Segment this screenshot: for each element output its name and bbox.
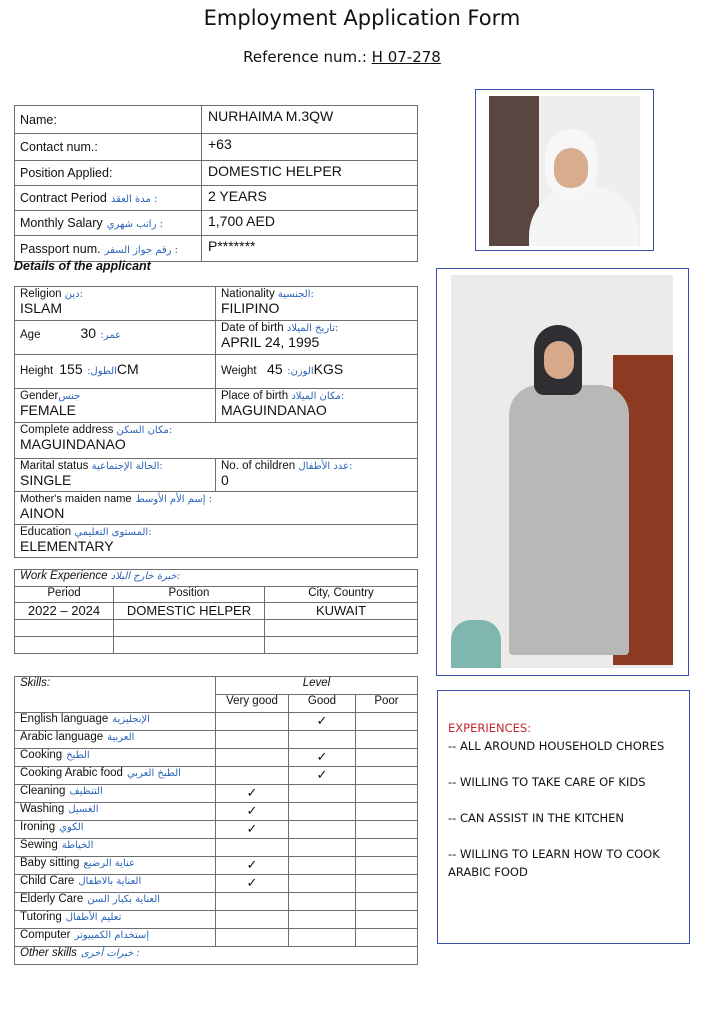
face-shape (544, 341, 574, 379)
reference-line (0, 48, 684, 66)
checkmark-icon: ✓ (316, 767, 328, 782)
skill-level-poor (356, 785, 418, 803)
skill-level-good (289, 893, 356, 911)
skill-name-cell (15, 803, 216, 821)
work-empty-cell (114, 637, 265, 654)
skill-name-ar: إستخدام الكمبيوتر (74, 930, 150, 941)
info-value: 2 YEARS (208, 188, 267, 204)
info-value: P******* (208, 238, 256, 254)
skill-row (15, 785, 418, 803)
skill-level-very-good (216, 893, 289, 911)
nationality-ar: الجنسية: (277, 289, 314, 300)
skill-name-ar: الخياطة (61, 840, 94, 851)
skill-row (15, 911, 418, 929)
weight-value: 45KGS (267, 361, 344, 377)
info-label-cell (15, 106, 202, 134)
skill-level-poor (356, 803, 418, 821)
work-period: 2022 – 2024 (15, 603, 114, 620)
other-skills-label: Other skills (20, 947, 77, 959)
skill-name-cell (15, 839, 216, 857)
skill-level-good (289, 785, 356, 803)
fabric-shape (451, 620, 501, 668)
experiences-content (448, 719, 682, 881)
mother-value: AINON (20, 505, 65, 521)
skill-name-ar: الكوي (59, 822, 84, 833)
religion-cell (15, 287, 216, 321)
skill-name-cell (15, 821, 216, 839)
skill-name-ar: العربية (107, 732, 135, 743)
dob-cell (216, 321, 418, 355)
skill-name: Elderly Care (20, 893, 84, 905)
info-value: DOMESTIC HELPER (208, 163, 342, 179)
experience-item: -- ALL AROUND HOUSEHOLD CHORES (448, 739, 665, 753)
info-label: Position Applied: (20, 166, 113, 180)
info-row (15, 186, 418, 211)
age-value: 30 (80, 325, 97, 341)
reference-number: H 07-278 (371, 48, 441, 66)
skill-name: English language (20, 713, 109, 725)
skill-name: Arabic language (20, 731, 104, 743)
skill-level-good (289, 767, 356, 785)
info-value-cell (202, 106, 418, 134)
info-label-cell (15, 236, 202, 262)
mother-ar: إسم الأم الأوسط : (135, 494, 213, 505)
skill-level-poor (356, 857, 418, 875)
skill-name-cell (15, 785, 216, 803)
nationality-value: FILIPINO (221, 300, 280, 316)
education-cell (15, 525, 418, 558)
skills-table (14, 676, 418, 965)
skill-level-good (289, 857, 356, 875)
skill-name-cell (15, 767, 216, 785)
form-title: Employment Application Form (203, 6, 521, 30)
coat-shape (509, 385, 629, 655)
marital-ar: الحالة الإجتماعية: (91, 461, 163, 472)
mother-label: Mother's maiden name (20, 493, 132, 505)
skill-row (15, 749, 418, 767)
religion-label: Religion (20, 288, 62, 300)
skill-name-cell (15, 893, 216, 911)
face-shape (554, 148, 588, 188)
skill-level-poor (356, 893, 418, 911)
work-heading-cell (15, 570, 418, 587)
skill-level-very-good (216, 785, 289, 803)
mother-cell (15, 492, 418, 525)
work-heading: Work Experience (20, 570, 108, 582)
reference-label: Reference num.: (243, 48, 367, 66)
gender-cell (15, 389, 216, 423)
experience-item: -- CAN ASSIST IN THE KITCHEN (448, 811, 625, 825)
skill-level-good (289, 713, 356, 731)
skill-level-very-good (216, 731, 289, 749)
skill-row (15, 875, 418, 893)
skill-level-poor (356, 731, 418, 749)
children-cell (216, 459, 418, 492)
skill-name: Baby sitting (20, 857, 80, 869)
skill-name: Computer (20, 929, 71, 941)
other-skills-ar: خبرات أخرى : (80, 948, 140, 959)
other-skills-cell (15, 947, 418, 965)
skill-level-very-good (216, 749, 289, 767)
work-heading-ar: خبرة خارج البلاد: (110, 571, 181, 582)
dob-label: Date of birth (221, 322, 284, 334)
pob-ar: مكان الميلاد: (291, 391, 345, 402)
work-city: KUWAIT (265, 603, 418, 620)
age-ar: عمر: (100, 330, 122, 341)
work-position: DOMESTIC HELPER (114, 603, 265, 620)
skill-name-ar: الإنجليزية (112, 714, 150, 725)
weight-label: Weight (221, 365, 257, 377)
skill-level-very-good (216, 929, 289, 947)
address-cell (15, 423, 418, 459)
applicant-details-table (14, 286, 418, 558)
skill-name-cell (15, 857, 216, 875)
col-period: Period (15, 587, 114, 603)
nationality-label: Nationality (221, 288, 275, 300)
info-value-cell (202, 211, 418, 236)
skill-level-good (289, 821, 356, 839)
info-value: 1,700 AED (208, 213, 275, 229)
skill-row (15, 731, 418, 749)
age-cell (15, 321, 216, 355)
portrait-photo-frame (475, 89, 654, 251)
skill-level-good (289, 839, 356, 857)
skill-level-poor (356, 821, 418, 839)
skill-level-good (289, 803, 356, 821)
work-experience-table (14, 569, 418, 654)
col-city: City, Country (265, 587, 418, 603)
skill-name: Cleaning (20, 785, 66, 797)
work-empty-cell (15, 620, 114, 637)
skill-name: Cooking Arabic food (20, 767, 123, 779)
skill-level-very-good (216, 767, 289, 785)
skill-level-very-good (216, 839, 289, 857)
info-value: NURHAIMA M.3QW (208, 108, 334, 124)
skill-name-cell (15, 749, 216, 767)
col-good: Good (289, 695, 356, 713)
skill-name-ar: عناية الرضيع (83, 858, 135, 869)
pob-value: MAGUINDANAO (221, 402, 327, 418)
skill-level-good (289, 911, 356, 929)
skill-row (15, 893, 418, 911)
info-label-cell (15, 134, 202, 161)
address-ar: مكان السكن: (116, 425, 173, 436)
skill-level-very-good (216, 803, 289, 821)
skill-level-very-good (216, 713, 289, 731)
dob-value: APRIL 24, 1995 (221, 334, 320, 350)
skill-name-ar: العناية بكبار السن (87, 894, 161, 905)
children-value: 0 (221, 472, 229, 488)
gender-label: Gender (20, 390, 59, 402)
other-skills-row (15, 947, 418, 965)
info-label-ar: مدة العقد : (110, 194, 158, 205)
skill-name: Ironing (20, 821, 56, 833)
skill-row (15, 857, 418, 875)
skill-level-very-good (216, 875, 289, 893)
checkmark-icon: ✓ (246, 803, 258, 818)
full-body-photo (451, 275, 673, 668)
skill-name: Cooking (20, 749, 63, 761)
full-body-photo-frame (436, 268, 689, 676)
education-label: Education (20, 526, 72, 538)
personal-info-table (14, 105, 418, 262)
skill-level-poor (356, 767, 418, 785)
level-heading: Level (216, 677, 418, 695)
skill-name-ar: العناية بالاطفال (78, 876, 142, 887)
address-value: MAGUINDANAO (20, 436, 126, 452)
info-row (15, 161, 418, 186)
skill-level-very-good (216, 821, 289, 839)
skill-row (15, 803, 418, 821)
info-label: Contact num.: (20, 140, 98, 154)
age-label: Age (20, 329, 41, 341)
skill-name: Tutoring (20, 911, 62, 923)
religion-ar: دين: (64, 289, 83, 300)
info-value-cell (202, 186, 418, 211)
dob-ar: تاريخ الميلاد: (286, 323, 339, 334)
gender-ar: جنس (58, 391, 81, 402)
details-heading: Details of the applicant (14, 259, 151, 273)
children-ar: عدد الأطفال: (298, 461, 353, 472)
skill-name-cell (15, 911, 216, 929)
skill-level-good (289, 929, 356, 947)
info-value: +63 (208, 136, 232, 152)
skill-name-cell (15, 875, 216, 893)
experiences-box (437, 690, 690, 944)
info-label: Monthly Salary (20, 216, 103, 230)
col-very-good: Very good (216, 695, 289, 713)
skill-row (15, 839, 418, 857)
pob-label: Place of birth (221, 390, 289, 402)
experiences-heading: EXPERIENCES: (448, 721, 532, 735)
info-row (15, 211, 418, 236)
skill-name: Sewing (20, 839, 58, 851)
gender-value: FEMALE (20, 402, 77, 418)
portrait-photo (489, 96, 640, 246)
height-value: 155CM (59, 361, 139, 377)
skill-name-ar: الطبخ (66, 750, 90, 761)
checkmark-icon: ✓ (246, 875, 258, 890)
marital-value: SINGLE (20, 472, 72, 488)
children-label: No. of children (221, 460, 296, 472)
height-label: Height (20, 365, 54, 377)
weight-ar: الوزن: (287, 366, 314, 377)
info-value-cell (202, 161, 418, 186)
skill-name-ar: الطبخ العربي (126, 768, 181, 779)
height-ar: الطول: (87, 366, 117, 377)
skill-level-good (289, 875, 356, 893)
pob-cell (216, 389, 418, 423)
info-label-ar: رقم جواز السفر : (104, 244, 179, 256)
info-value-cell (202, 134, 418, 161)
work-empty-cell (265, 620, 418, 637)
skill-name-cell (15, 929, 216, 947)
work-empty-cell (265, 637, 418, 654)
checkmark-icon: ✓ (316, 713, 328, 728)
checkmark-icon: ✓ (316, 749, 328, 764)
skill-name-cell (15, 713, 216, 731)
skill-row (15, 821, 418, 839)
skill-level-good (289, 749, 356, 767)
info-value-cell (202, 236, 418, 262)
col-poor: Poor (356, 695, 418, 713)
skill-level-poor (356, 839, 418, 857)
skill-level-poor (356, 713, 418, 731)
info-label: Passport num. (20, 241, 101, 256)
height-cell (15, 355, 216, 389)
body-shape (529, 186, 639, 246)
education-ar: المستوى التعليمي: (74, 527, 152, 538)
education-value: ELEMENTARY (20, 538, 114, 554)
skill-level-very-good (216, 911, 289, 929)
skill-level-poor (356, 911, 418, 929)
work-empty-cell (15, 637, 114, 654)
nationality-cell (216, 287, 418, 321)
info-label: Name: (20, 112, 57, 127)
info-row (15, 106, 418, 134)
marital-cell (15, 459, 216, 492)
skill-level-poor (356, 929, 418, 947)
experience-item: -- WILLING TO LEARN HOW TO COOK ARABIC FOOD (448, 847, 660, 879)
religion-value: ISLAM (20, 300, 63, 316)
col-position: Position (114, 587, 265, 603)
skill-name-cell (15, 731, 216, 749)
info-label-ar: راتب شهري : (106, 219, 163, 230)
work-empty-cell (114, 620, 265, 637)
skill-level-very-good (216, 857, 289, 875)
info-label: Contract Period (20, 191, 107, 205)
skills-heading: Skills: (15, 677, 216, 713)
skill-level-poor (356, 749, 418, 767)
skill-row (15, 713, 418, 731)
info-row (15, 134, 418, 161)
skill-name: Washing (20, 803, 65, 815)
checkmark-icon: ✓ (246, 821, 258, 836)
weight-cell (216, 355, 418, 389)
experience-item: -- WILLING TO TAKE CARE OF KIDS (448, 775, 646, 789)
skill-row (15, 767, 418, 785)
skill-name-ar: تعليم الأطفال (65, 912, 122, 923)
info-label-cell (15, 186, 202, 211)
address-label: Complete address (20, 424, 114, 436)
info-label-cell (15, 211, 202, 236)
skill-name-ar: التنظيف (69, 786, 103, 797)
skill-name-ar: الغسيل (68, 804, 99, 815)
skill-name: Child Care (20, 875, 75, 887)
skill-level-good (289, 731, 356, 749)
checkmark-icon: ✓ (246, 785, 258, 800)
info-row (15, 236, 418, 262)
skill-row (15, 929, 418, 947)
checkmark-icon: ✓ (246, 857, 258, 872)
marital-label: Marital status (20, 460, 89, 472)
info-label-cell (15, 161, 202, 186)
skill-level-poor (356, 875, 418, 893)
